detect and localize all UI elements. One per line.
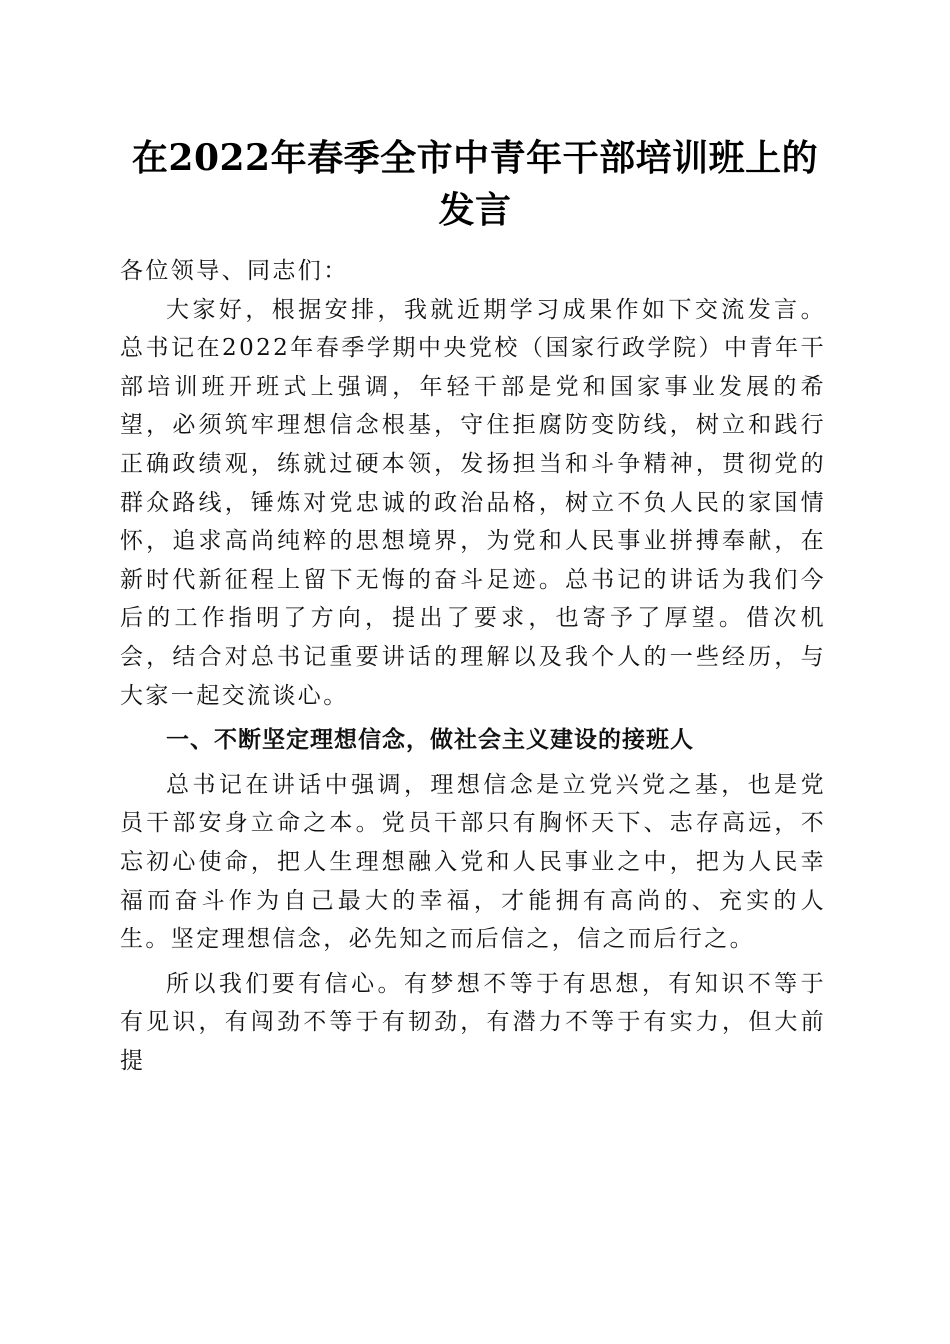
intro-paragraph: 大家好，根据安排，我就近期学习成果作如下交流发言。总书记在2022年春季学期中央党校（国家行政学院）中青年干部培训班开班式上强调，年轻干部是党和国家事业发展的希望，必须筑牢理想信念根基，守住拒腐防变防线，树立和践行正确政绩观，练就过硬本领，发扬担当和斗争精神，贯彻党的群众路线，锤炼对党忠诚的政治品格，树立不负人民的家国情怀，追求高尚纯粹的思想境界，为党和人民事业拼搏奉献，在新时代新征程上留下无悔的奋斗足迹。总书记的讲话为我们今后的工作指明了方向，提出了要求，也寄予了厚望。借次机会，结合对总书记重要讲话的理解以及我个人的一些经历，与大家一起交流谈心。 — [120, 296, 826, 709]
salutation: 各位领导、同志们： — [120, 258, 349, 284]
section-heading-1: 一、不断坚定理想信念，做社会主义建设的接班人 — [166, 727, 694, 754]
section-1-paragraph-2: 所以我们要有信心。有梦想不等于有思想，有知识不等于有见识，有闯劲不等于有韧劲，有潜力不等于有实力，但大前提 — [120, 970, 826, 1074]
document-body — [120, 252, 826, 1080]
section-1-paragraph-1: 总书记在讲话中强调，理想信念是立党兴党之基，也是党员干部安身立命之本。党员干部只有胸怀天下、志存高远，不忘初心使命，把人生理想融入党和人民事业之中，把为人民幸福而奋斗作为自己最大的幸福，才能拥有高尚的、充实的人生。坚定理想信念，必先知之而后信之，信之而后行之。 — [120, 771, 826, 953]
document-title: 在2022年春季全市中青年干部培训班上的发言 — [131, 137, 819, 231]
